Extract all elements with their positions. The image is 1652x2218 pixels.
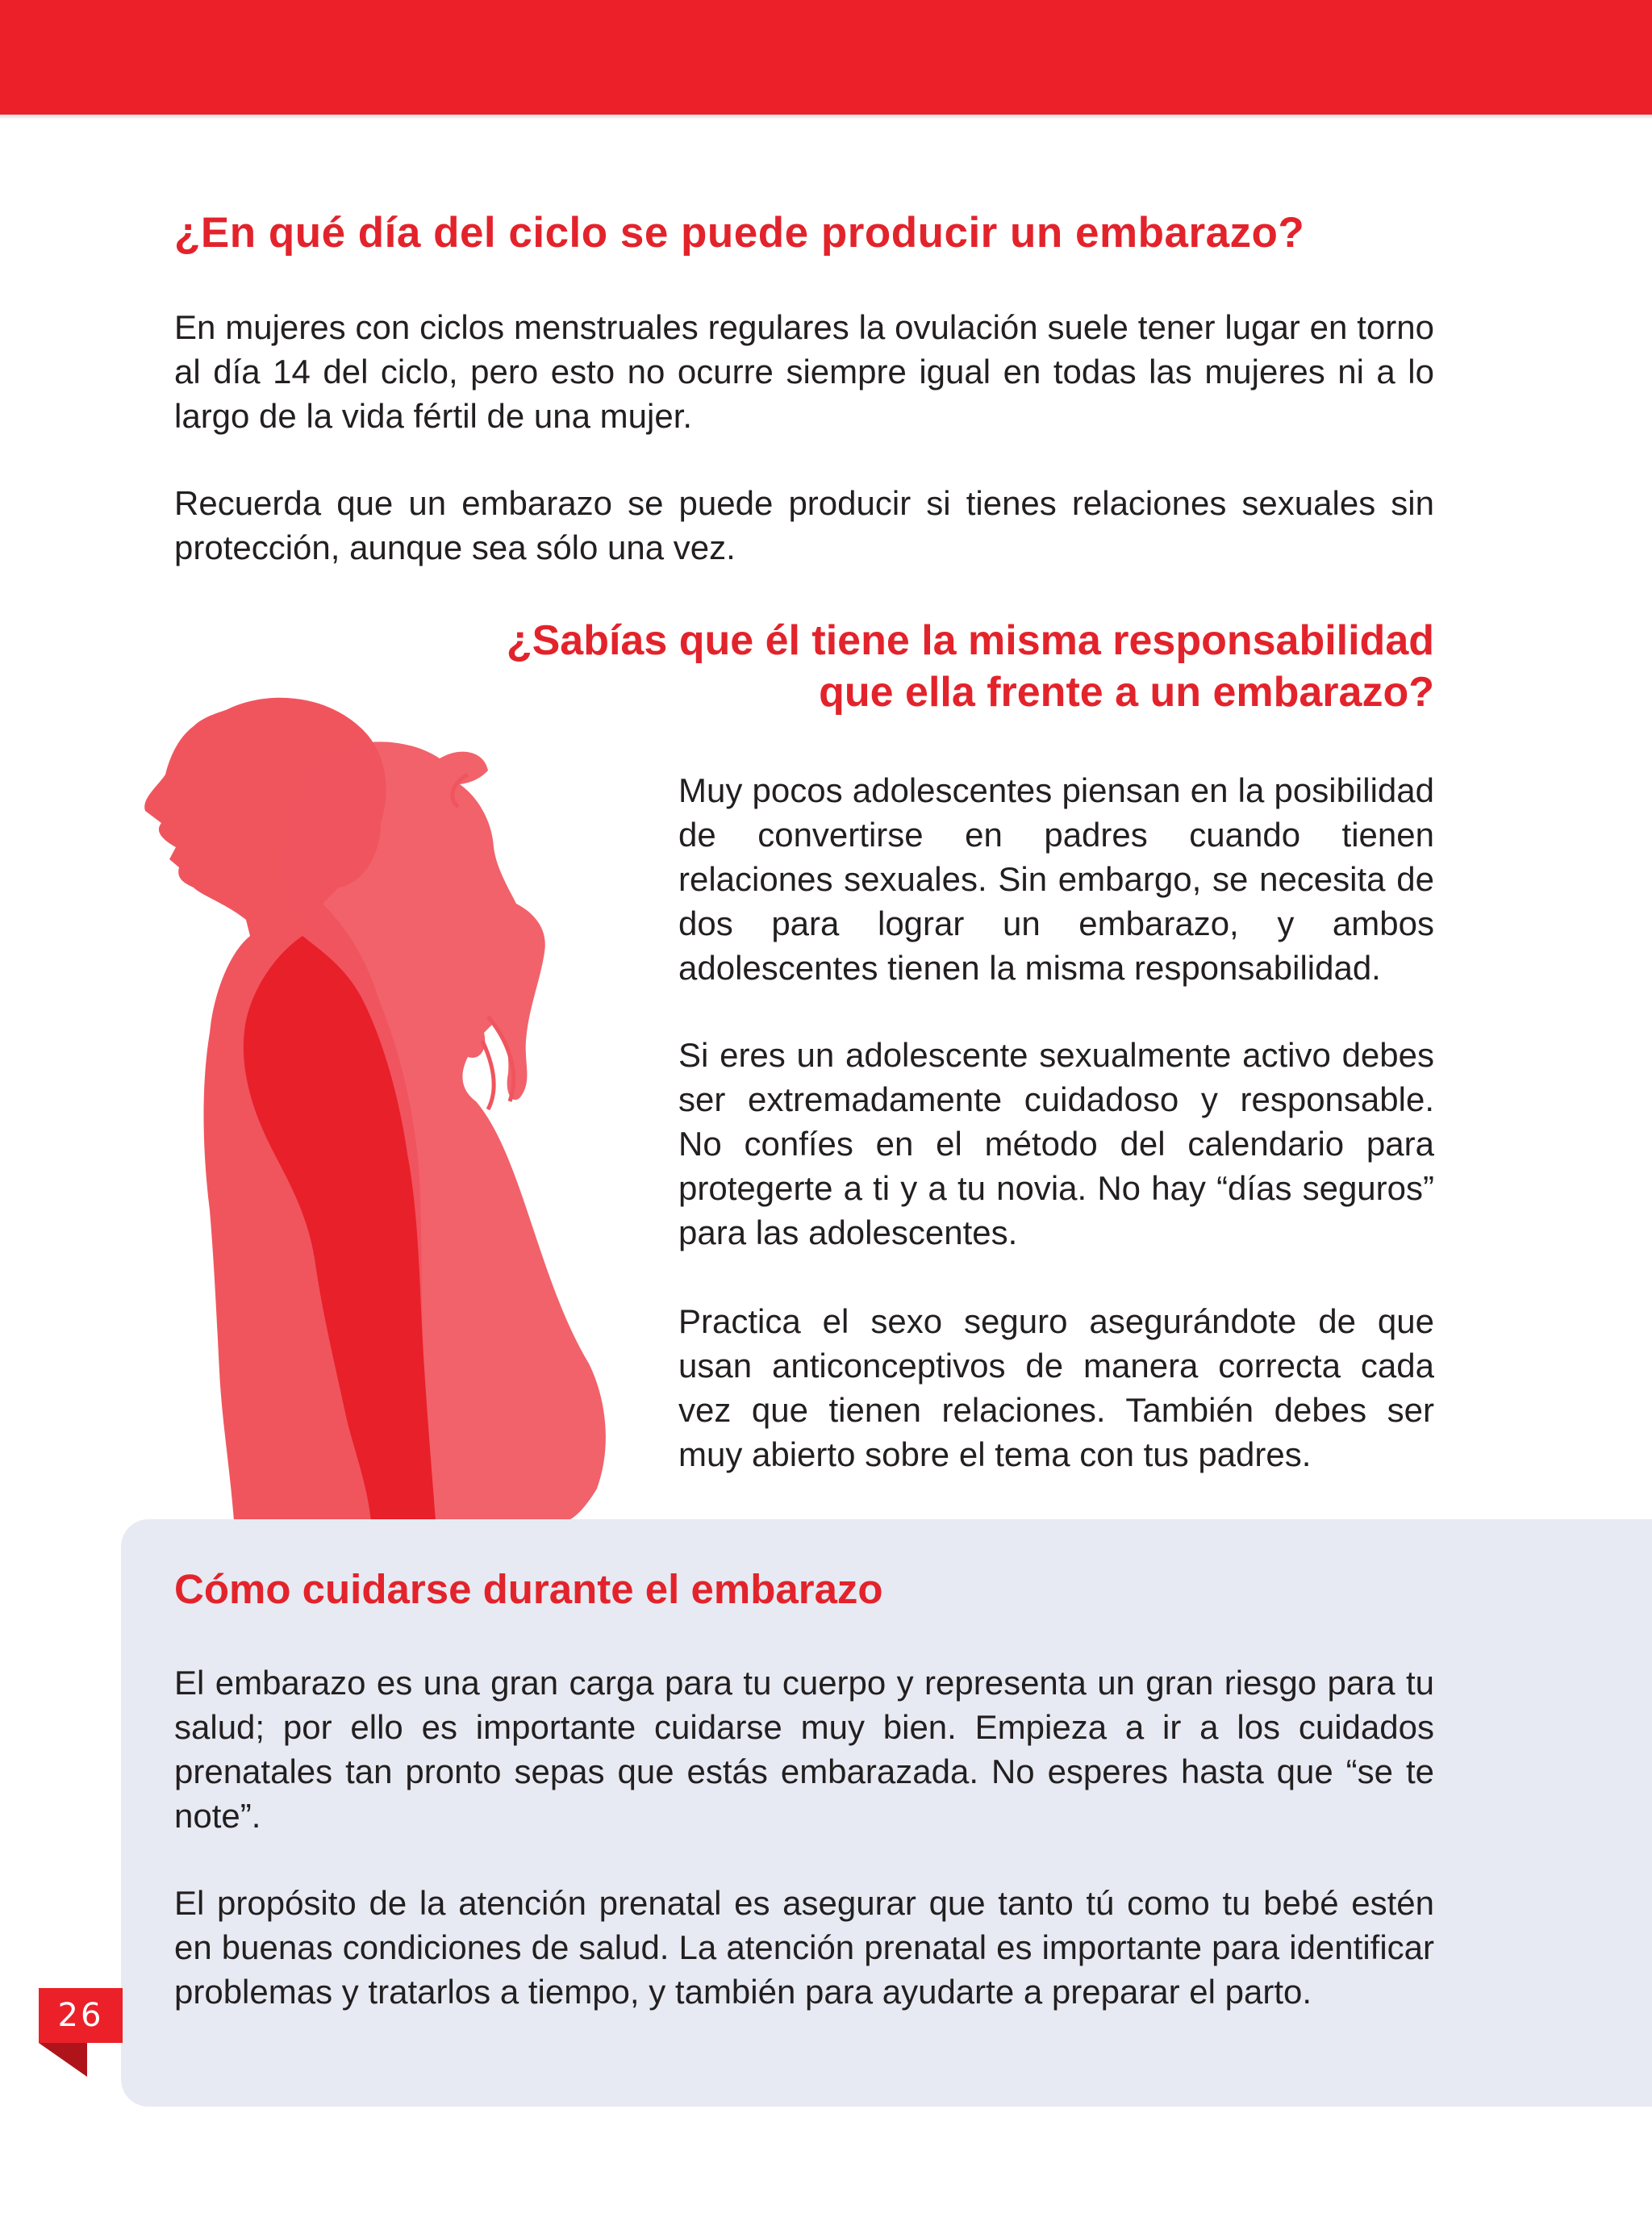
section-title-pregnancy-cycle: ¿En qué día del ciclo se puede producir un embarazo? bbox=[174, 209, 1305, 257]
section-title-prenatal-care: Cómo cuidarse durante el embarazo bbox=[174, 1566, 883, 1612]
page-number-tab: 26 bbox=[39, 1988, 123, 2043]
paragraph-adolescents: Muy pocos adolescentes piensan en la posibilidad de convertirse en padres cuando tienen relaciones sexuales. Sin embargo, se necesita de dos para lograr un embarazo, y ambos adolescentes tienen la misma responsabilidad. bbox=[678, 771, 1434, 987]
top-header-bar bbox=[0, 0, 1652, 115]
couple-silhouette-illustration bbox=[81, 694, 661, 1521]
title-line-1: ¿Sabías que él tiene la misma responsabilidad bbox=[506, 617, 1434, 664]
paragraph-sexually-active: Si eres un adolescente sexualmente activo debes ser extremadamente cuidadoso y responsable. No confíes en el método del calendario para protegerte a ti y a tu novia. No hay “días seguros” para las adolescentes. bbox=[678, 1036, 1434, 1251]
paragraph-safe-sex: Practica el sexo seguro asegurándote de que usan anticonceptivos de manera correcta cada vez que tienen relaciones. También debes ser muy abierto sobre el tema con tus padres. bbox=[678, 1302, 1434, 1473]
paragraph-pregnancy-burden: El embarazo es una gran carga para tu cuerpo y representa un gran riesgo para tu salud; por ello es importante cuidarse muy bien. Empieza a ir a los cuidados prenatales tan pronto sepas que estás embarazada. No esperes hasta que “se te note”. bbox=[174, 1664, 1434, 1835]
title-line-2: que ella frente a un embarazo? bbox=[819, 669, 1434, 716]
paragraph-ovulation: En mujeres con ciclos menstruales regulares la ovulación suele tener lugar en torno al día 14 del ciclo, pero esto no ocurre siempre igual en todas las mujeres ni a lo largo de la vida fértil de una mujer. bbox=[174, 308, 1434, 435]
paragraph-reminder: Recuerda que un embarazo se puede producir si tienes relaciones sexuales sin protección, aunque sea sólo una vez. bbox=[174, 484, 1434, 566]
paragraph-prenatal-purpose: El propósito de la atención prenatal es asegurar que tanto tú como tu bebé estén en buenas condiciones de salud. La atención prenatal es importante para identificar problemas y tratarlos a tiempo, y también para ayudarte a preparar el parto. bbox=[174, 1884, 1434, 2011]
page-tab-fold-icon bbox=[39, 2043, 87, 2077]
header-divider bbox=[0, 115, 1652, 119]
